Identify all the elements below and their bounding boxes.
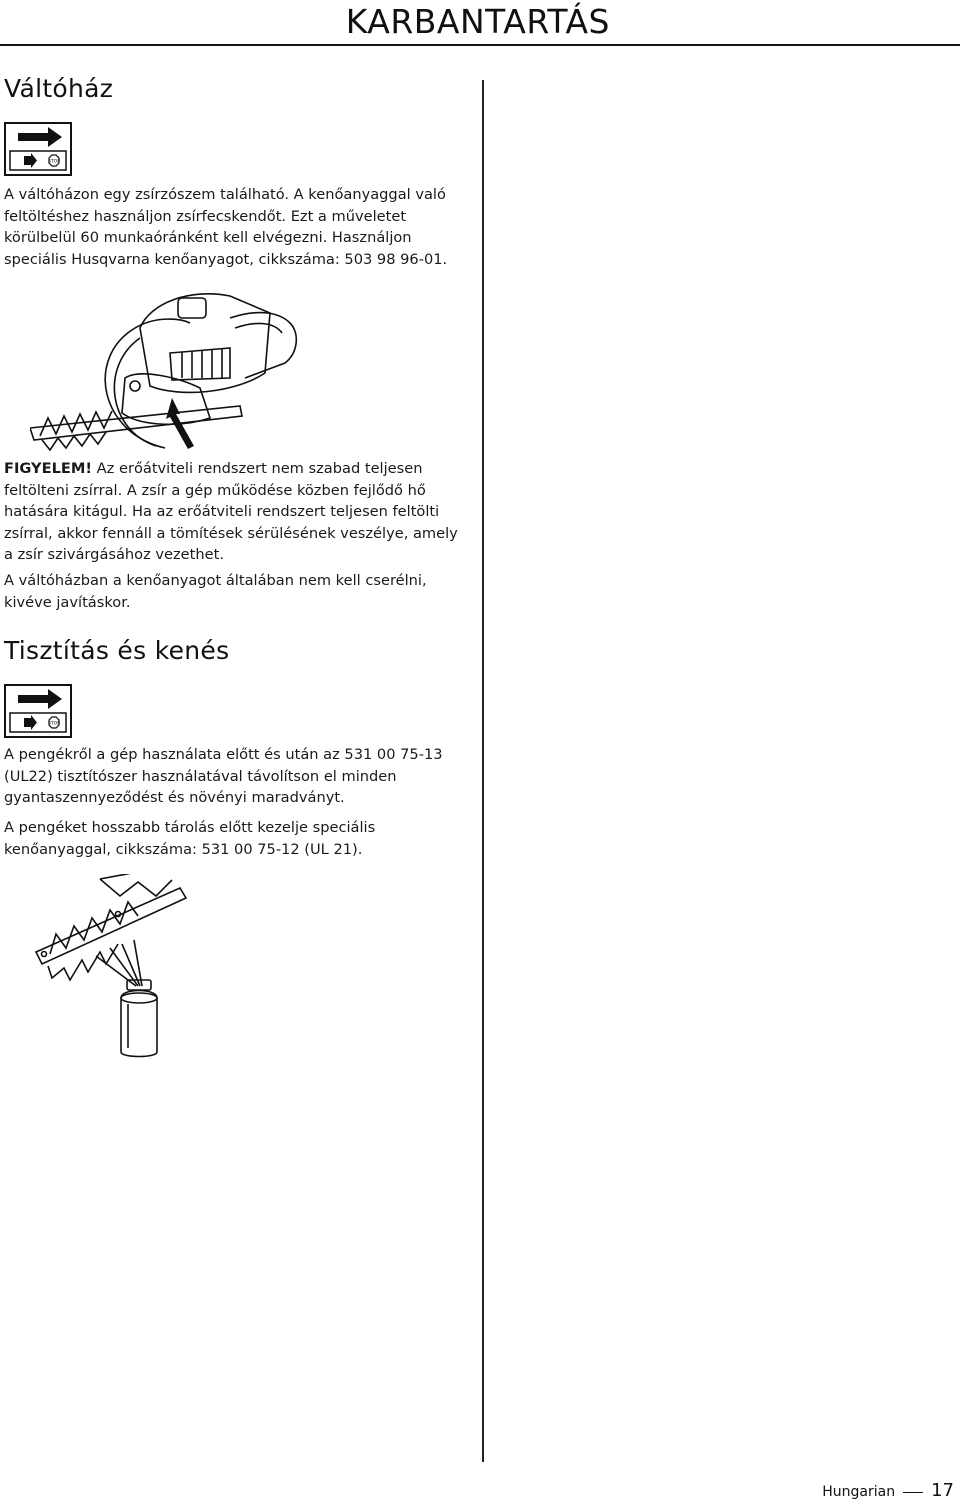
maintenance-arrow-icon [4,684,72,738]
paragraph-tisztitas-1: A pengékről a gép használata előtt és után az 531 00 75-13 (UL22) tisztítószer használatával távolítson el minden gyantaszennyeződést és növényi maradványt. [4,746,443,806]
paragraph-valtohaz-note: A váltóházban a kenőanyagot általában nem kell cserélni, kivéve javításkor. [4,572,427,611]
section-title-tisztitas: Tisztítás és kenés [4,636,230,665]
warning-text: Az erőátviteli rendszert nem szabad teljesen feltölteni zsírral. A zsír a gép működése közben fejlődő hő hatására kitágul. Ha az erőátviteli rendszert teljesen feltölti zsírral, akkor fennáll a tömítések sérülésének veszélye, amely a zsír szivárgásához vezethet. [4,460,458,563]
footer-language: Hungarian [822,1484,896,1500]
stop-icon: STOP [48,159,60,165]
page-header-title: KARBANTARTÁS [345,2,610,41]
column-divider [482,80,484,1462]
maintenance-arrow-icon [4,122,72,176]
stop-icon: STOP [48,721,60,727]
blade-spray-illustration [30,874,200,1060]
footer-page-number: 17 [931,1480,954,1501]
warning-label: FIGYELEM! [4,460,93,477]
hedge-trimmer-gearbox-illustration [30,268,470,456]
paragraph-tisztitas-2: A pengéket hosszabb tárolás előtt kezelje speciális kenőanyaggal, cikkszáma: 531 00 75-12 (UL 21). [4,819,376,858]
header-rule [0,44,960,46]
footer-dash [903,1492,923,1493]
paragraph-valtohaz-1: A váltóházon egy zsírzószem található. A kenőanyaggal való feltöltéshez használjon zsírfecskendőt. Ezt a műveletet körülbelül 60 munkaóránként kell elvégezni. Használjon speciális Husqvarna kenőanyagot, cikkszáma: 503 98 96-01. [4,186,448,268]
warning-paragraph [4,458,466,566]
page-footer [822,1480,954,1501]
section-title-valtohaz: Váltóház [4,74,114,103]
